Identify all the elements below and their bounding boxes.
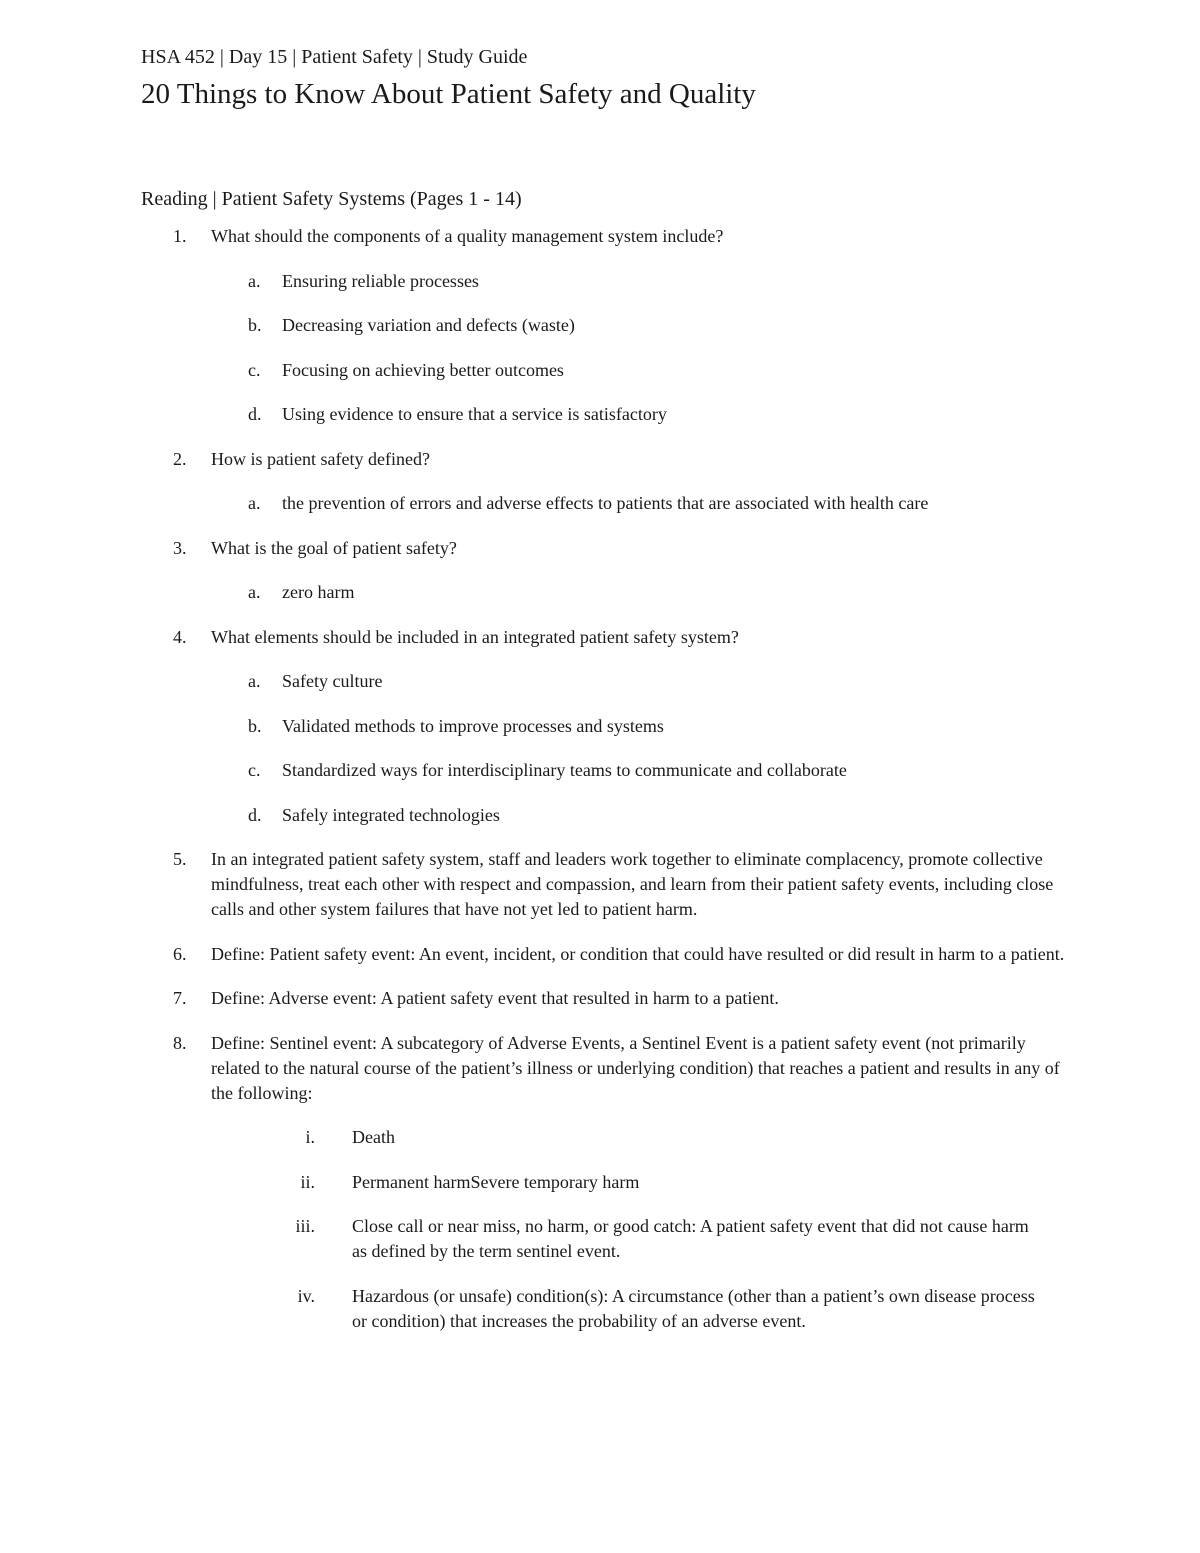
question-number: 5. (173, 849, 187, 869)
question-item (141, 847, 1071, 922)
answer-item (211, 491, 1071, 516)
answer-item (211, 313, 1071, 338)
question-list (141, 224, 1071, 1334)
question-number: 2. (173, 448, 187, 469)
question-number: 1. (173, 226, 187, 246)
answer-list (211, 580, 1071, 605)
question-number: 7. (173, 988, 187, 1008)
roman-item (211, 1214, 1071, 1264)
answer-item (211, 358, 1071, 383)
answer-item (211, 402, 1071, 427)
roman-item-text: Death (352, 1127, 395, 1147)
roman-item-text: Close call or near miss, no harm, or good catch: A patient safety event that did not cause harm as defined by the term sentinel event. (352, 1216, 1029, 1261)
question-item (141, 986, 1071, 1011)
question-item (141, 625, 1071, 828)
answer-item (211, 669, 1071, 694)
question-text: Define: Sentinel event: A subcategory of Adverse Events, a Sentinel Event is a patient safety event (not primarily related to the natural course of the patient’s illness or underlying condition) that reaches a patient and results in any of the following: (211, 1032, 1060, 1103)
roman-item (211, 1125, 1071, 1150)
answer-item (211, 714, 1071, 739)
question-item (141, 942, 1071, 967)
answer-item (211, 758, 1071, 783)
course-header: HSA 452 | Day 15 | Patient Safety | Study Guide (141, 46, 528, 68)
answer-list (211, 491, 1071, 516)
answer-text: Decreasing variation and defects (waste) (282, 315, 575, 335)
page-title: 20 Things to Know About Patient Safety and Quality (141, 78, 756, 110)
roman-item-text: Permanent harmSevere temporary harm (352, 1171, 640, 1192)
roman-item (211, 1170, 1071, 1195)
question-text: In an integrated patient safety system, staff and leaders work together to eliminate complacency, promote collective mindfulness, treat each other with respect and compassion, and learn from their patient safety events, including close calls and other system failures that have not yet led to patient harm. (211, 849, 1054, 919)
answer-letter: a. (248, 270, 261, 291)
roman-item (211, 1284, 1071, 1334)
roman-sublist (211, 1125, 1071, 1334)
answer-text: Ensuring reliable processes (282, 270, 479, 291)
roman-numeral: ii. (300, 1171, 315, 1192)
section-heading: Reading | Patient Safety Systems (Pages 1 - 14) (141, 188, 522, 210)
question-text: Define: Adverse event: A patient safety event that resulted in harm to a patient. (211, 988, 779, 1008)
answer-list (211, 269, 1071, 428)
answer-letter: a. (248, 582, 261, 602)
question-number: 4. (173, 626, 187, 647)
question-number: 6. (173, 943, 187, 964)
answer-letter: d. (248, 404, 262, 424)
answer-text: Safety culture (282, 671, 383, 691)
question-item (141, 447, 1071, 517)
answer-letter: b. (248, 315, 262, 335)
question-text: What is the goal of patient safety? (211, 537, 457, 558)
answer-item (211, 269, 1071, 294)
question-text: What elements should be included in an integrated patient safety system? (211, 626, 739, 647)
question-number: 8. (173, 1032, 187, 1053)
answer-text: zero harm (282, 582, 355, 602)
question-text: Define: Patient safety event: An event, incident, or condition that could have resulted or did result in harm to a patient. (211, 943, 1065, 964)
document-page (141, 44, 1071, 1334)
answer-text: Standardized ways for interdisciplinary teams to communicate and collaborate (282, 760, 847, 780)
answer-letter: a. (248, 493, 261, 513)
question-number: 3. (173, 537, 187, 558)
answer-text: the prevention of errors and adverse effects to patients that are associated with health care (282, 493, 929, 513)
roman-item-text: Hazardous (or unsafe) condition(s): A circumstance (other than a patient’s own disease process or condition) that increases the probability of an adverse event. (352, 1285, 1035, 1331)
answer-text: Validated methods to improve processes and systems (282, 715, 664, 736)
answer-text: Focusing on achieving better outcomes (282, 359, 564, 380)
roman-numeral: iv. (297, 1285, 315, 1306)
answer-list (211, 669, 1071, 828)
question-text: How is patient safety defined? (211, 448, 430, 469)
answer-letter: c. (248, 359, 261, 380)
answer-text: Using evidence to ensure that a service is satisfactory (282, 404, 667, 424)
roman-numeral: i. (305, 1127, 315, 1147)
answer-text: Safely integrated technologies (282, 804, 500, 825)
question-item (141, 224, 1071, 427)
roman-numeral: iii. (295, 1216, 315, 1236)
answer-letter: c. (248, 760, 261, 780)
question-text: What should the components of a quality management system include? (211, 226, 724, 246)
answer-item (211, 803, 1071, 828)
answer-letter: d. (248, 804, 262, 825)
question-item (141, 536, 1071, 606)
answer-letter: a. (248, 671, 261, 691)
question-item (141, 1031, 1071, 1334)
answer-letter: b. (248, 715, 262, 736)
answer-item (211, 580, 1071, 605)
